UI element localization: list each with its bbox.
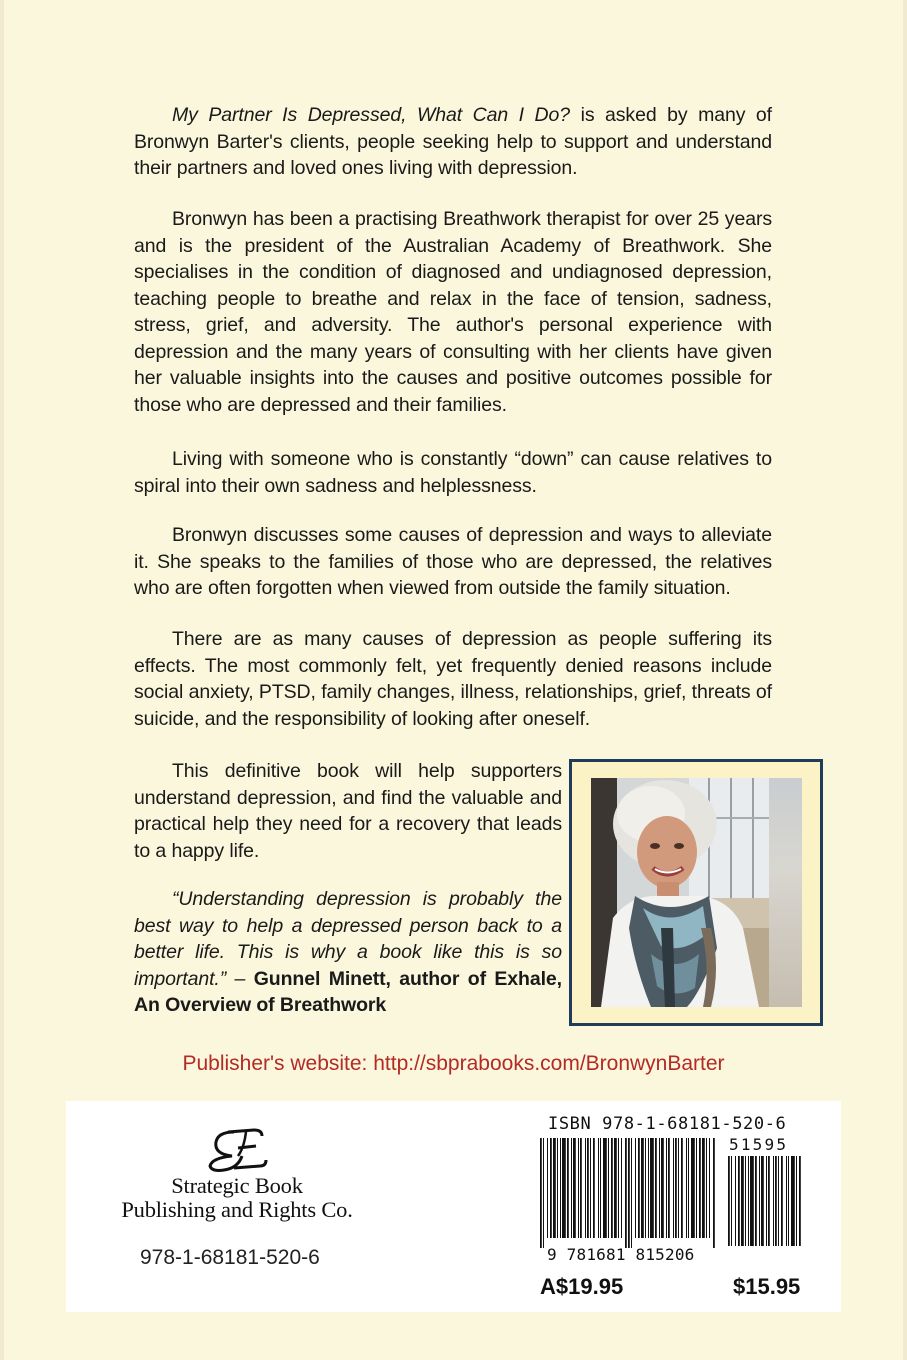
barcode-bar [691,1138,695,1238]
barcode-addon-digits: 51595 [729,1135,789,1154]
barcode-bar [608,1138,609,1238]
barcode-bar [567,1138,569,1238]
barcode-bar [699,1138,701,1238]
author-photo-frame [569,759,823,1026]
barcode-bar [543,1138,544,1248]
barcode-bar [796,1156,797,1246]
barcode-bar [625,1138,627,1248]
barcode-bar [540,1138,542,1248]
barcode-bar [580,1138,582,1238]
barcode-bar [768,1156,770,1246]
barcode-bar [650,1138,654,1238]
publisher-logo-icon [204,1126,270,1177]
description-paragraph-3: Living with someone who is constantly “down” can cause relatives to spiral into their own sadness and helplessness. [134,448,772,497]
isbn-number: 978-1-68181-520-6 [140,1246,320,1269]
barcode-bar [728,1156,730,1246]
barcode-bar [547,1138,548,1238]
barcode-bar [550,1138,552,1238]
barcode-bar [731,1156,732,1246]
barcode-bar [709,1138,710,1238]
quote-text: “Understanding depression is probably the best way to help a depressed person back to a better life. This is why a book like this is so important.” [134,888,562,990]
quote-dash: – [226,967,254,990]
price-aud: A$19.95 [540,1274,624,1299]
barcode-bar [755,1156,757,1246]
barcode-bar [593,1138,595,1238]
barcode-bar [696,1138,697,1238]
barcode-bar [791,1156,795,1246]
description-paragraph-5: There are as many causes of depression as people suffering its effects. The most commonly felt, yet frequently denied reasons include social anxiety, PTSD, family changes, illness, relationships, grief, threats of suicide, and the responsibility of looking after oneself. [134,628,772,730]
barcode-bar [681,1138,683,1238]
barcode-bar [661,1138,664,1238]
barcode-bar [645,1138,646,1238]
author-photo [591,778,802,1007]
barcode-bar [553,1138,556,1238]
barcode-bar [628,1138,630,1248]
price-usd: $15.95 [733,1274,801,1299]
barcode-ean-digits: 9 781681 815206 [547,1245,695,1264]
description-paragraph-1 [134,102,772,182]
barcode-bar [621,1138,622,1238]
cover-edge-right [903,0,907,1360]
barcode-bar [659,1138,660,1238]
publisher-name-line-1: Strategic Book [171,1173,303,1198]
cover-edge-left [0,0,4,1360]
quote-attribution: Gunnel Minett, author of Exhale, An Overview of Breathwork [134,967,562,1016]
barcode-bar [673,1138,674,1238]
barcode-bar [557,1138,558,1238]
barcode-bar [600,1138,601,1238]
description-paragraph-4: Bronwyn discusses some causes of depression and ways to alleviate it. She speaks to the families of those who are depressed, the relatives who are often forgotten when viewed from outside the family situation. [134,524,772,599]
barcode-bar [788,1156,789,1246]
barcode-bar [781,1156,783,1246]
author-photo-mat [572,762,820,1023]
barcode-bar [648,1138,649,1238]
barcode-bar [706,1138,707,1238]
barcode-bar [638,1138,640,1238]
paragraph-1-text: is asked by many of Bronwyn Barter's clients, people seeking help to support and understand their partners and loved ones living with depression. [134,104,772,179]
barcode-bar [603,1138,607,1238]
barcode-bar [738,1156,740,1246]
addon-barcode [728,1156,804,1246]
barcode-bar [766,1156,767,1246]
barcode-bar [573,1138,576,1238]
ean-barcode [540,1138,718,1248]
barcode-bar [655,1138,657,1238]
barcode-bar [678,1138,679,1238]
barcode-bar [587,1138,589,1238]
barcode-bar [799,1156,801,1246]
barcode-bar [713,1138,715,1248]
book-title-inline: My Partner Is Depressed, What Can I Do? [172,104,571,126]
barcode-bar [775,1156,777,1246]
barcode-bar [668,1138,670,1238]
barcode-bar [611,1138,613,1238]
barcode-bar [688,1138,689,1238]
description-paragraph-2: Bronwyn has been a practising Breathwork therapist for over 25 years and is the president of the Australian Academy of Breathwork. She specialises in the condition of diagnosed and undiagnosed depression, teaching people to breathe and relax in the face of tension, sadness, stress, grief, and adversity. The author's personal experience with depression and the many years of consulting with her clients have given her valuable insights into the causes and positive outcomes possible for those who are depressed and their families. [134,208,772,416]
barcode-bar [598,1138,599,1238]
barcode-bar [702,1138,705,1238]
barcode-bar [745,1156,746,1246]
barcode-bar [686,1138,687,1238]
publisher-website[interactable]: Publisher's website: http://sbprabooks.com/BronwynBarter [182,1052,725,1075]
barcode-bar [578,1138,579,1238]
description-paragraph-6: This definitive book will help supporters understand depression, and find the valuable and practical help they need for a recovery that leads to a happy life. [134,760,562,862]
barcode-bar [735,1156,736,1246]
barcode-isbn-label: ISBN 978-1-68181-520-6 [548,1114,787,1134]
barcode-bar [761,1156,764,1246]
barcode-bar [773,1156,774,1246]
barcode-bar [666,1138,667,1238]
barcode-bar [560,1138,561,1238]
barcode-bar [778,1156,779,1246]
barcode-bar [786,1156,787,1246]
barcode-bar [641,1138,644,1238]
barcode-bar [614,1138,617,1238]
barcode-bar [675,1138,677,1238]
barcode-bar [631,1138,632,1248]
barcode-bar [562,1138,566,1238]
barcode-bar [571,1138,572,1238]
barcode-bar [759,1156,760,1246]
barcode-bar [748,1156,749,1246]
publisher-name-line-2: Publishing and Rights Co. [121,1197,353,1222]
endorsement-quote [134,886,562,1019]
barcode-bar [590,1138,591,1238]
barcode-bar [635,1138,636,1238]
barcode-bar [750,1156,754,1246]
barcode-bar [618,1138,619,1238]
barcode-bar [585,1138,586,1238]
barcode-bar [741,1156,744,1246]
